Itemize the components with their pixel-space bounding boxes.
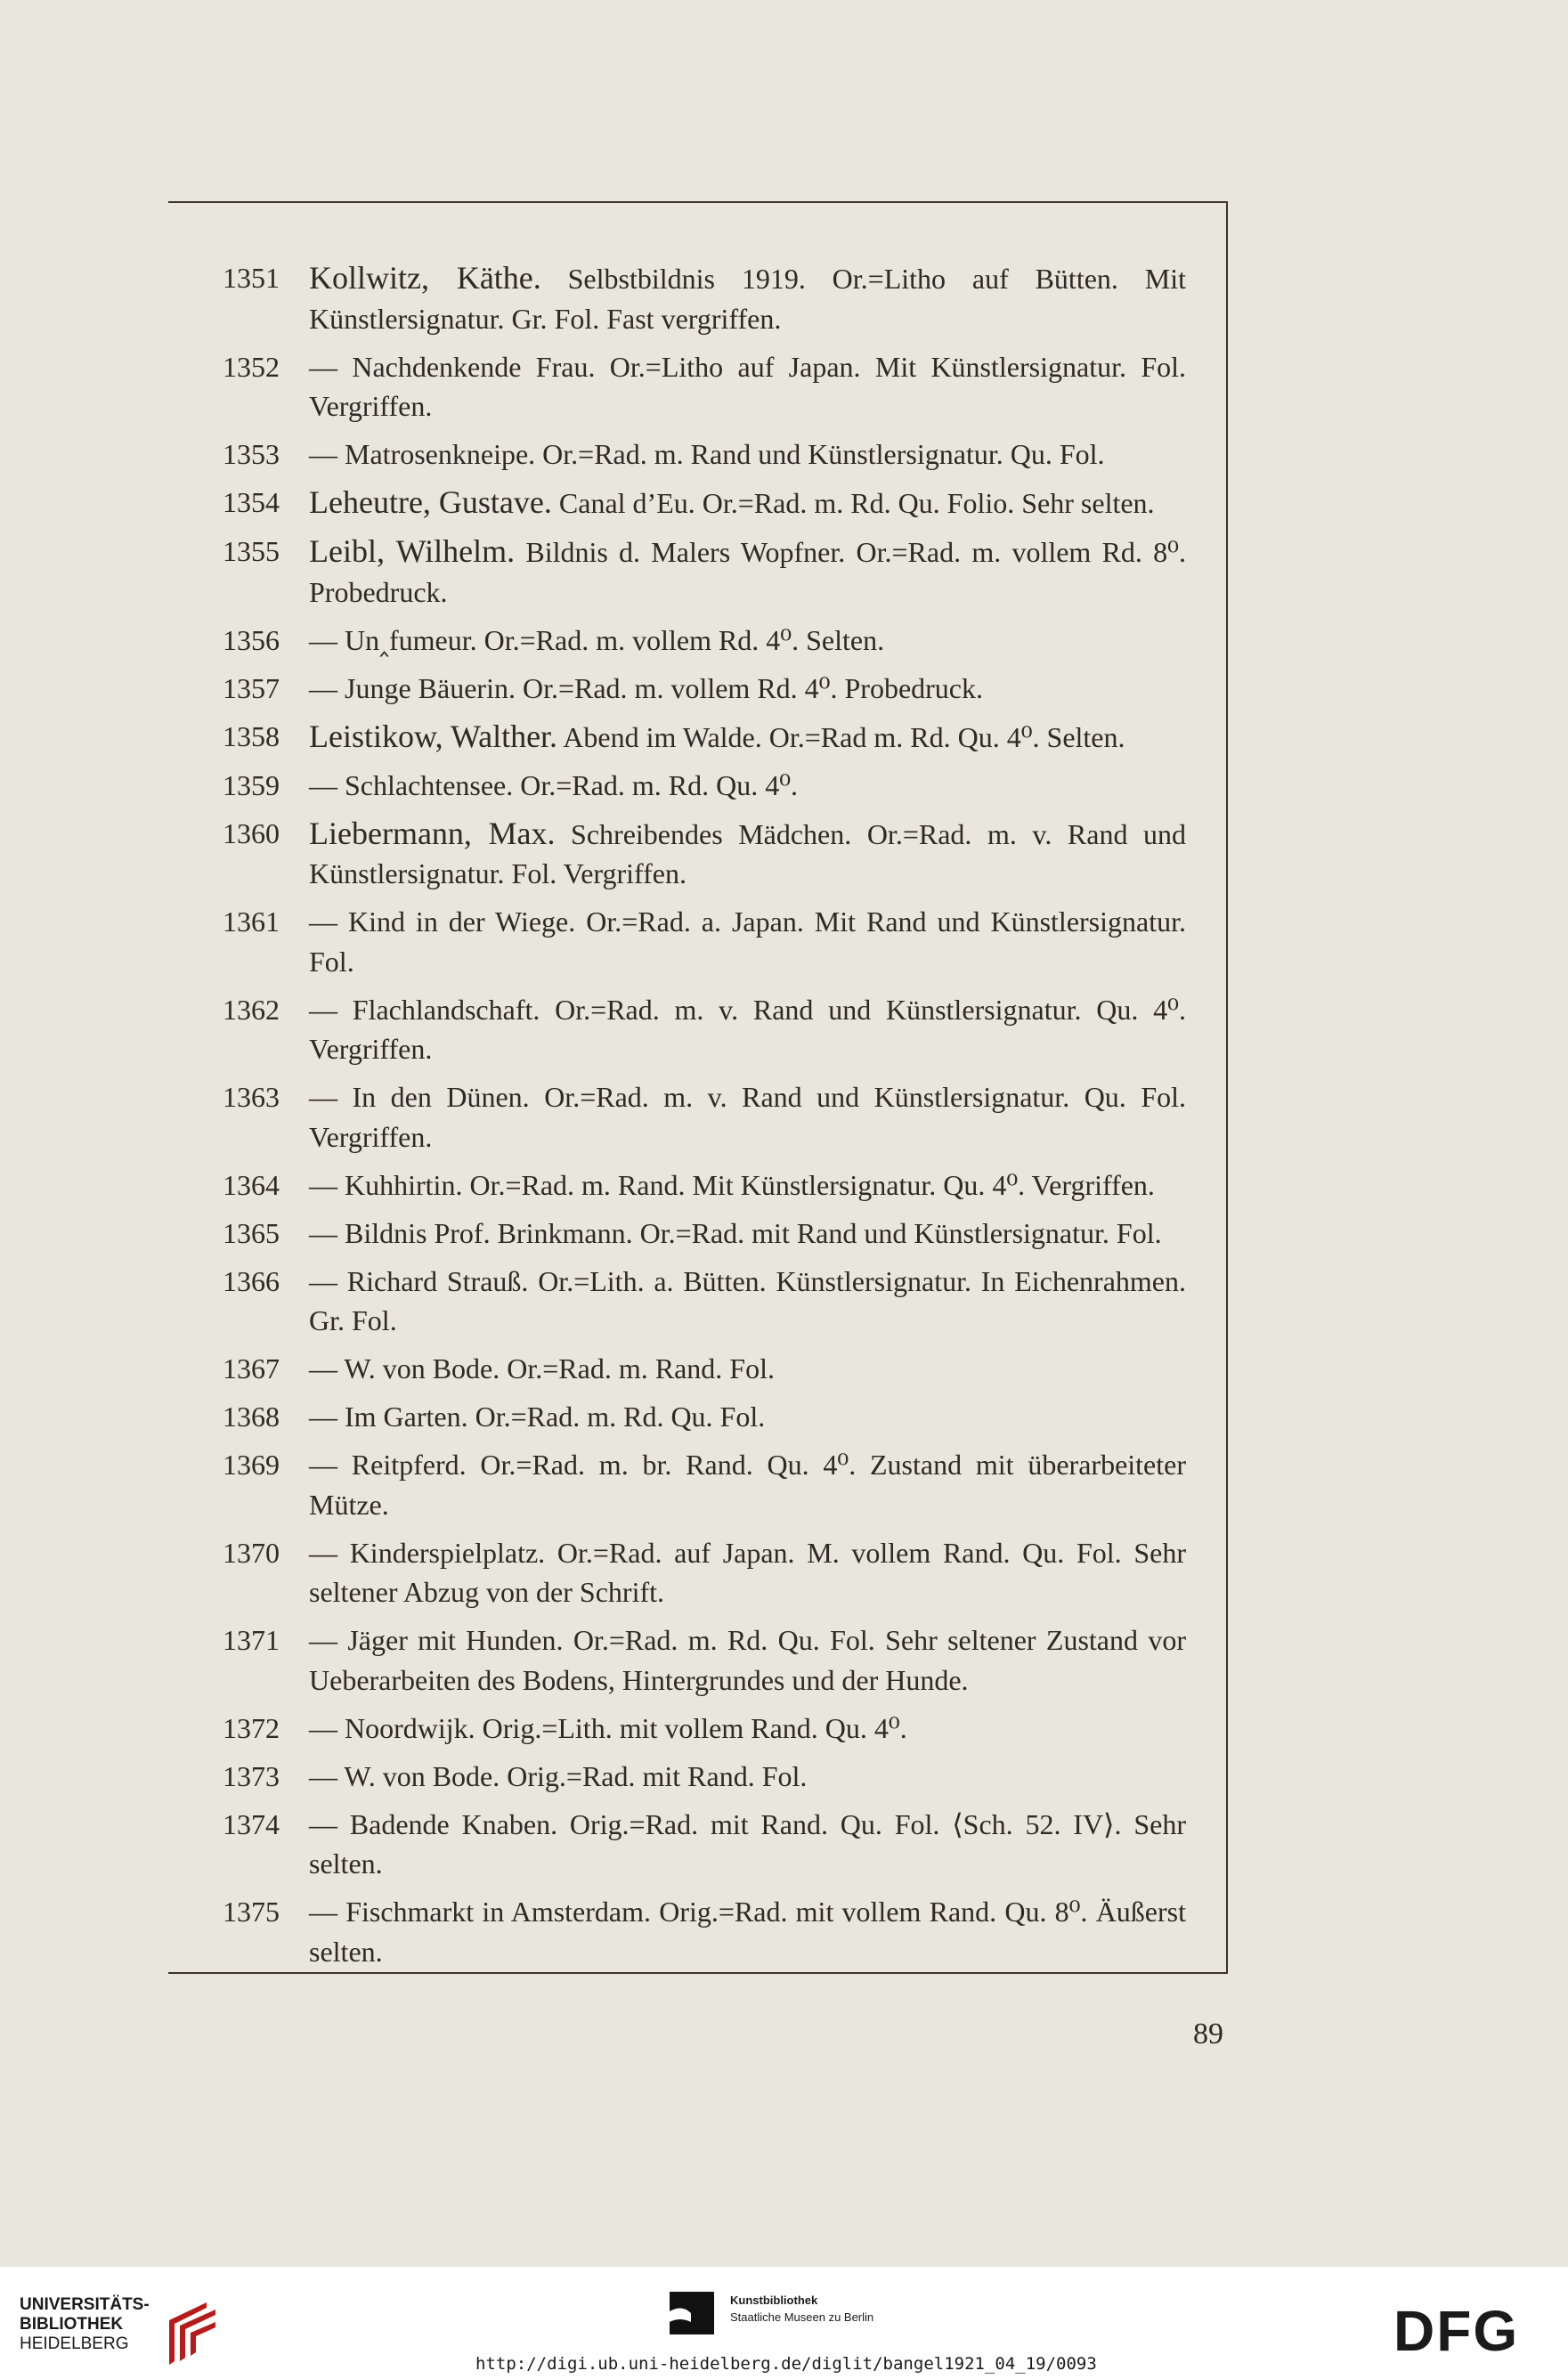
- frame-right-rule: [1226, 201, 1228, 1973]
- entry-number: 1351: [223, 262, 280, 294]
- entry-number: 1361: [223, 905, 280, 938]
- catalog-entry-1371: [223, 1620, 1186, 1700]
- catalog-entry-1363: [223, 1077, 1186, 1157]
- catalog-entry-1374: [223, 1805, 1186, 1884]
- entry-description: Canal d’Eu. Or.=Rad. m. Rd. Qu. Folio. Sehr selten.: [558, 487, 1155, 519]
- entry-number: 1374: [223, 1807, 280, 1840]
- catalog-entry-1360: [223, 814, 1186, 894]
- entry-number: 1370: [223, 1536, 280, 1569]
- catalog-entry-1372: [223, 1709, 1186, 1749]
- entry-description: Abend im Walde. Or.=Rad m. Rd. Qu. 4⁰. Selten.: [563, 720, 1125, 753]
- ub-logo-line3: HEIDELBERG: [20, 2334, 129, 2353]
- catalog-entry-list: [223, 258, 1186, 1980]
- catalog-entry-1370: [223, 1533, 1186, 1612]
- entry-description: — Matrosenkneipe. Or.=Rad. m. Rand und Künstlersignatur. Qu. Fol.: [309, 438, 1105, 470]
- catalog-entry-1354: [223, 483, 1186, 524]
- entry-description: — Bildnis Prof. Brinkmann. Or.=Rad. mit Rand und Künstlersignatur. Fol.: [309, 1216, 1162, 1249]
- entry-number: 1354: [223, 486, 280, 518]
- entry-number: 1364: [223, 1168, 280, 1201]
- catalog-entry-1364: [223, 1165, 1186, 1206]
- entry-number: 1365: [223, 1216, 280, 1249]
- entry-description: — Reitpferd. Or.=Rad. m. br. Rand. Qu. 4⁰. Zustand mit überarbeiteter Mütze.: [309, 1449, 1186, 1521]
- entry-description: Selbstbildnis 1919. Or.=Litho auf Bütten. Mit Künstlersignatur. Gr. Fol. Fast vergriffen.: [309, 263, 1186, 335]
- kb-logo-line1: Kunstbibliothek: [730, 2294, 818, 2307]
- catalog-entry-1351: [223, 258, 1186, 338]
- entry-number: 1369: [223, 1449, 280, 1481]
- ub-logo-line2: BIBLIOTHEK: [20, 2315, 124, 2334]
- entry-description: — Un‸fumeur. Or.=Rad. m. vollem Rd. 4⁰. Selten.: [309, 623, 885, 656]
- digitization-footer: [0, 2267, 1568, 2379]
- catalog-entry-1353: [223, 434, 1186, 475]
- entry-description: — Noordwijk. Orig.=Lith. mit vollem Rand. Qu. 4⁰.: [309, 1711, 907, 1744]
- entry-description: — In den Dünen. Or.=Rad. m. v. Rand und Künstlersignatur. Qu. Fol. Vergriffen.: [309, 1081, 1186, 1153]
- entry-number: 1360: [223, 816, 280, 849]
- entry-number: 1371: [223, 1624, 280, 1656]
- entry-number: 1357: [223, 671, 280, 704]
- entry-number: 1368: [223, 1401, 280, 1433]
- entry-number: 1366: [223, 1264, 280, 1297]
- entry-description: Schreibendes Mädchen. Or.=Rad. m. v. Rand und Künstlersignatur. Fol. Vergriffen.: [309, 817, 1187, 889]
- entry-number: 1359: [223, 768, 280, 801]
- entry-description: — Nachdenkende Frau. Or.=Litho auf Japan. Mit Künstlersignatur. Fol. Vergriffen.: [309, 350, 1186, 422]
- entry-number: 1373: [223, 1759, 280, 1792]
- entry-description: — Schlachtensee. Or.=Rad. m. Rd. Qu. 4⁰.: [309, 768, 799, 801]
- catalog-entry-1365: [223, 1214, 1186, 1254]
- entry-description: — Badende Knaben. Orig.=Rad. mit Rand. Qu. Fol. ⟨Sch. 52. IV⟩. Sehr selten.: [309, 1807, 1186, 1880]
- kb-logo-line2: Staatliche Museen zu Berlin: [730, 2310, 874, 2324]
- artist-name: Kollwitz, Käthe.: [309, 260, 541, 296]
- catalog-entry-1352: [223, 347, 1186, 426]
- entry-description: Bildnis d. Malers Wopfner. Or.=Rad. m. vollem Rd. 8⁰. Probedruck.: [309, 536, 1186, 608]
- entry-description: — Kind in der Wiege. Or.=Rad. a. Japan. Mit Rand und Künstlersignatur. Fol.: [309, 905, 1186, 978]
- catalog-entry-1359: [223, 766, 1186, 806]
- entry-number: 1372: [223, 1711, 280, 1744]
- entry-number: 1375: [223, 1896, 280, 1928]
- catalog-entry-1369: [223, 1445, 1186, 1524]
- kunstbibliothek-logo[interactable]: [670, 2286, 937, 2336]
- page-number: 89: [1193, 2018, 1223, 2050]
- catalog-entry-1368: [223, 1397, 1186, 1437]
- catalog-entry-1361: [223, 902, 1186, 981]
- kunstbibliothek-mark-icon: [670, 2292, 714, 2334]
- entry-description: — Junge Bäuerin. Or.=Rad. m. vollem Rd. 4⁰. Probedruck.: [309, 671, 983, 704]
- entry-description: — Im Garten. Or.=Rad. m. Rd. Qu. Fol.: [309, 1401, 766, 1433]
- entry-description: — W. von Bode. Or.=Rad. m. Rand. Fol.: [309, 1352, 775, 1384]
- entry-description: — Richard Strauß. Or.=Lith. a. Bütten. Künstlersignatur. In Eichenrahmen. Gr. Fol.: [309, 1264, 1186, 1336]
- entry-number: 1358: [223, 719, 280, 752]
- entry-description: — Fischmarkt in Amsterdam. Orig.=Rad. mit vollem Rand. Qu. 8⁰. Äußerst selten.: [309, 1896, 1186, 1968]
- entry-description: — Jäger mit Hunden. Or.=Rad. m. Rd. Qu. Fol. Sehr seltener Zustand vor Ueberarbeiten des Bodens, Hintergrundes und der Hunde.: [309, 1624, 1186, 1696]
- entry-description: — W. von Bode. Orig.=Rad. mit Rand. Fol.: [309, 1759, 808, 1792]
- artist-name: Liebermann, Max.: [309, 815, 556, 851]
- entry-number: 1363: [223, 1081, 280, 1113]
- catalog-entry-1375: [223, 1892, 1186, 1971]
- source-url-link[interactable]: http://digi.ub.uni-heidelberg.de/diglit/bangel1921_04_19/0093: [475, 2354, 1097, 2374]
- catalog-entry-1373: [223, 1757, 1186, 1797]
- catalog-entry-1355: [223, 532, 1186, 612]
- dfg-logo[interactable]: DFG: [1393, 2299, 1520, 2363]
- catalog-entry-1366: [223, 1262, 1186, 1341]
- catalog-entry-1367: [223, 1349, 1186, 1389]
- catalog-entry-1362: [223, 990, 1186, 1069]
- entry-number: 1355: [223, 535, 280, 567]
- frame-top-rule: [168, 201, 1228, 203]
- artist-name: Leistikow, Walther.: [309, 718, 558, 754]
- catalog-entry-1356: [223, 621, 1186, 661]
- catalog-entry-1358: [223, 717, 1186, 758]
- ub-logo-line1: UNIVERSITÄTS-: [20, 2295, 150, 2314]
- university-library-logo[interactable]: [20, 2295, 233, 2367]
- entry-description: — Flachlandschaft. Or.=Rad. m. v. Rand und Künstlersignatur. Qu. 4⁰. Vergriffen.: [309, 993, 1186, 1065]
- artist-name: Leibl, Wilhelm.: [309, 533, 516, 569]
- entry-description: — Kuhhirtin. Or.=Rad. m. Rand. Mit Künstlersignatur. Qu. 4⁰. Vergriffen.: [309, 1168, 1155, 1201]
- catalog-entry-1357: [223, 669, 1186, 709]
- entry-number: 1362: [223, 993, 280, 1026]
- entry-description: — Kinderspielplatz. Or.=Rad. auf Japan. M. vollem Rand. Qu. Fol. Sehr seltener Abzug von der Schrift.: [309, 1536, 1186, 1608]
- entry-number: 1356: [223, 623, 280, 656]
- artist-name: Leheutre, Gustave.: [309, 484, 552, 520]
- entry-number: 1353: [223, 438, 280, 470]
- entry-number: 1352: [223, 350, 280, 383]
- ub-mark-icon: [160, 2299, 221, 2367]
- entry-number: 1367: [223, 1352, 280, 1384]
